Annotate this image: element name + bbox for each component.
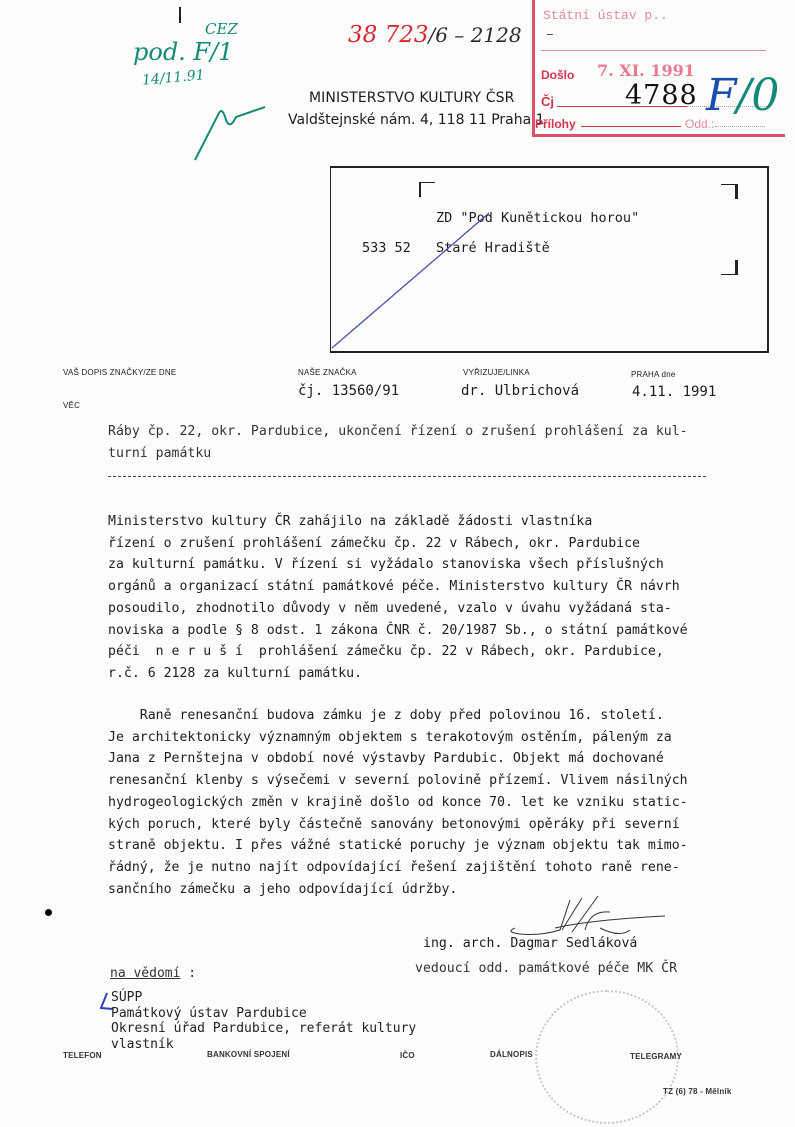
punch-dot — [45, 909, 52, 916]
signer-name: ing. arch. Dagmar Sedláková — [423, 936, 638, 951]
stamp-department-dots — [715, 126, 765, 127]
handwritten-fo-tail: /0 — [736, 70, 780, 121]
stamp-received-date: 7. XI. 1991 — [597, 61, 695, 80]
stamp-received-label: Došlo — [541, 68, 575, 82]
distribution-label-text: na vědomí — [110, 966, 181, 981]
pen-stroke — [331, 168, 767, 351]
footer-ico-label: IČO — [400, 1051, 415, 1060]
footer-telex-label: DÁLNOPIS — [490, 1050, 533, 1059]
handwritten-route: pod. F/1 — [133, 38, 234, 66]
stamp-department-label: Odd.: — [685, 117, 715, 131]
file-number-suffix: /6 – 2128 — [428, 23, 522, 47]
ministry-address: Valdštejnské nám. 4, 118 11 Praha 1 — [288, 112, 545, 128]
handwritten-date: 14/11.91 — [141, 67, 206, 89]
our-ref-value: čj. 13560/91 — [298, 383, 400, 399]
our-ref-label: NAŠE ZNAČKA — [298, 368, 357, 377]
date-value: 4.11. 1991 — [632, 384, 717, 400]
address-window — [330, 166, 769, 353]
stamp-ref-label: Čj — [541, 94, 554, 109]
handwritten-fo — [706, 70, 779, 121]
margin-mark — [179, 7, 181, 23]
body-paragraph-1: Ministerstvo kultury ČR zahájilo na základě žádosti vlastníka řízení o zrušení prohlášení zámečku čp. 22 v Rábech, okr. Pardubice za kulturní památku. V řízení si vyžádalo stanoviska všech příslušných orgánů a organizací státní památkové péče. Ministerstvo kultury ČR návrh posoudilo, zhodnotilo důvody v něm uvedené, vzalo v úvahu vyžádaná sta- noviska a podle § 8 odst. 1 zákona ČNR č. 20/1987 Sb., o státní památkové péči n e r u š í prohlášení zámečku čp. 22 v Rábech, okr. Pardubice, r.č. 6 2128 za kulturní památku. — [108, 514, 688, 681]
handwritten-fo-letter: F — [706, 70, 737, 121]
stamp-institution: Státní ústav p.. — [543, 8, 668, 23]
date-label: PRAHA dne — [631, 370, 676, 379]
footer-telegram-label: TELEGRAMY — [630, 1052, 683, 1061]
stamp-attachments-line — [581, 126, 681, 127]
stamp-ref-value: 4788 — [625, 80, 698, 111]
distribution-list: SÚPP Památkový ústav Pardubice Okresní úřad Pardubice, referát kultury vlastník — [111, 990, 417, 1052]
ministry-name: MINISTERSTVO KULTURY ČSR — [309, 90, 515, 106]
handled-by-label: VYŘIZUJE/LINKA — [463, 368, 530, 377]
signer-title: vedoucí odd. památkové péče MK ČR — [415, 961, 678, 976]
file-number — [348, 22, 522, 48]
distribution-label-colon: : — [180, 966, 197, 981]
stamp-dash — [547, 34, 553, 35]
recipient-name: ZD "Pod Kunětickou horou" — [436, 210, 640, 226]
body-paragraph-2: Raně renesanční budova zámku je z doby před polovinou 16. století. Je architektonicky významným objektem s terakotovým ostěním, páleným za Jana z Pernštejna v období nové výstavby Pardubic. Objekt má dochované renesanční klenby s výsečemi v severní polovině přízemí. Vlivem násilných hydrogeologických změn v krajině došlo od konce 70. let ke vzniku static- kých poruch, které byly částečně sanovány betonovými opěráky při severní straně objektu. I přes vážné statické poruchy je význam objektu tak mimo- řádný, že je nutno najít odpovídající řešení zajištění tohoto raně rene- sančního zámečku a jeho odpovídající údržby. — [108, 708, 688, 897]
distribution-label — [110, 966, 196, 981]
handwritten-code: CEZ — [205, 20, 238, 38]
handled-by-value: dr. Ulbrichová — [461, 383, 580, 399]
footer-phone-label: TELEFON — [63, 1051, 102, 1060]
stamp-divider — [541, 50, 766, 51]
footer-print-code: TZ (6) 78 - Mělník — [663, 1087, 732, 1096]
file-number-red: 38 723 — [348, 22, 429, 48]
subject-divider — [108, 476, 706, 477]
subject-label: VĚC — [63, 401, 81, 410]
footer-bank-label: BANKOVNÍ SPOJENÍ — [207, 1050, 290, 1059]
recipient-zip: 533 52 — [362, 240, 411, 256]
handwritten-initials-stroke — [190, 95, 270, 165]
subject-text: Ráby čp. 22, okr. Pardubice, ukončení řízení o zrušení prohlášení za kul- turní památku — [108, 424, 688, 461]
signature-scribble — [500, 890, 670, 940]
recipient-city: Staré Hradiště — [436, 240, 550, 256]
your-letter-label: VAŠ DOPIS ZNAČKY/ZE DNE — [63, 368, 177, 377]
stamp-attachments-label: Přílohy — [535, 117, 576, 131]
